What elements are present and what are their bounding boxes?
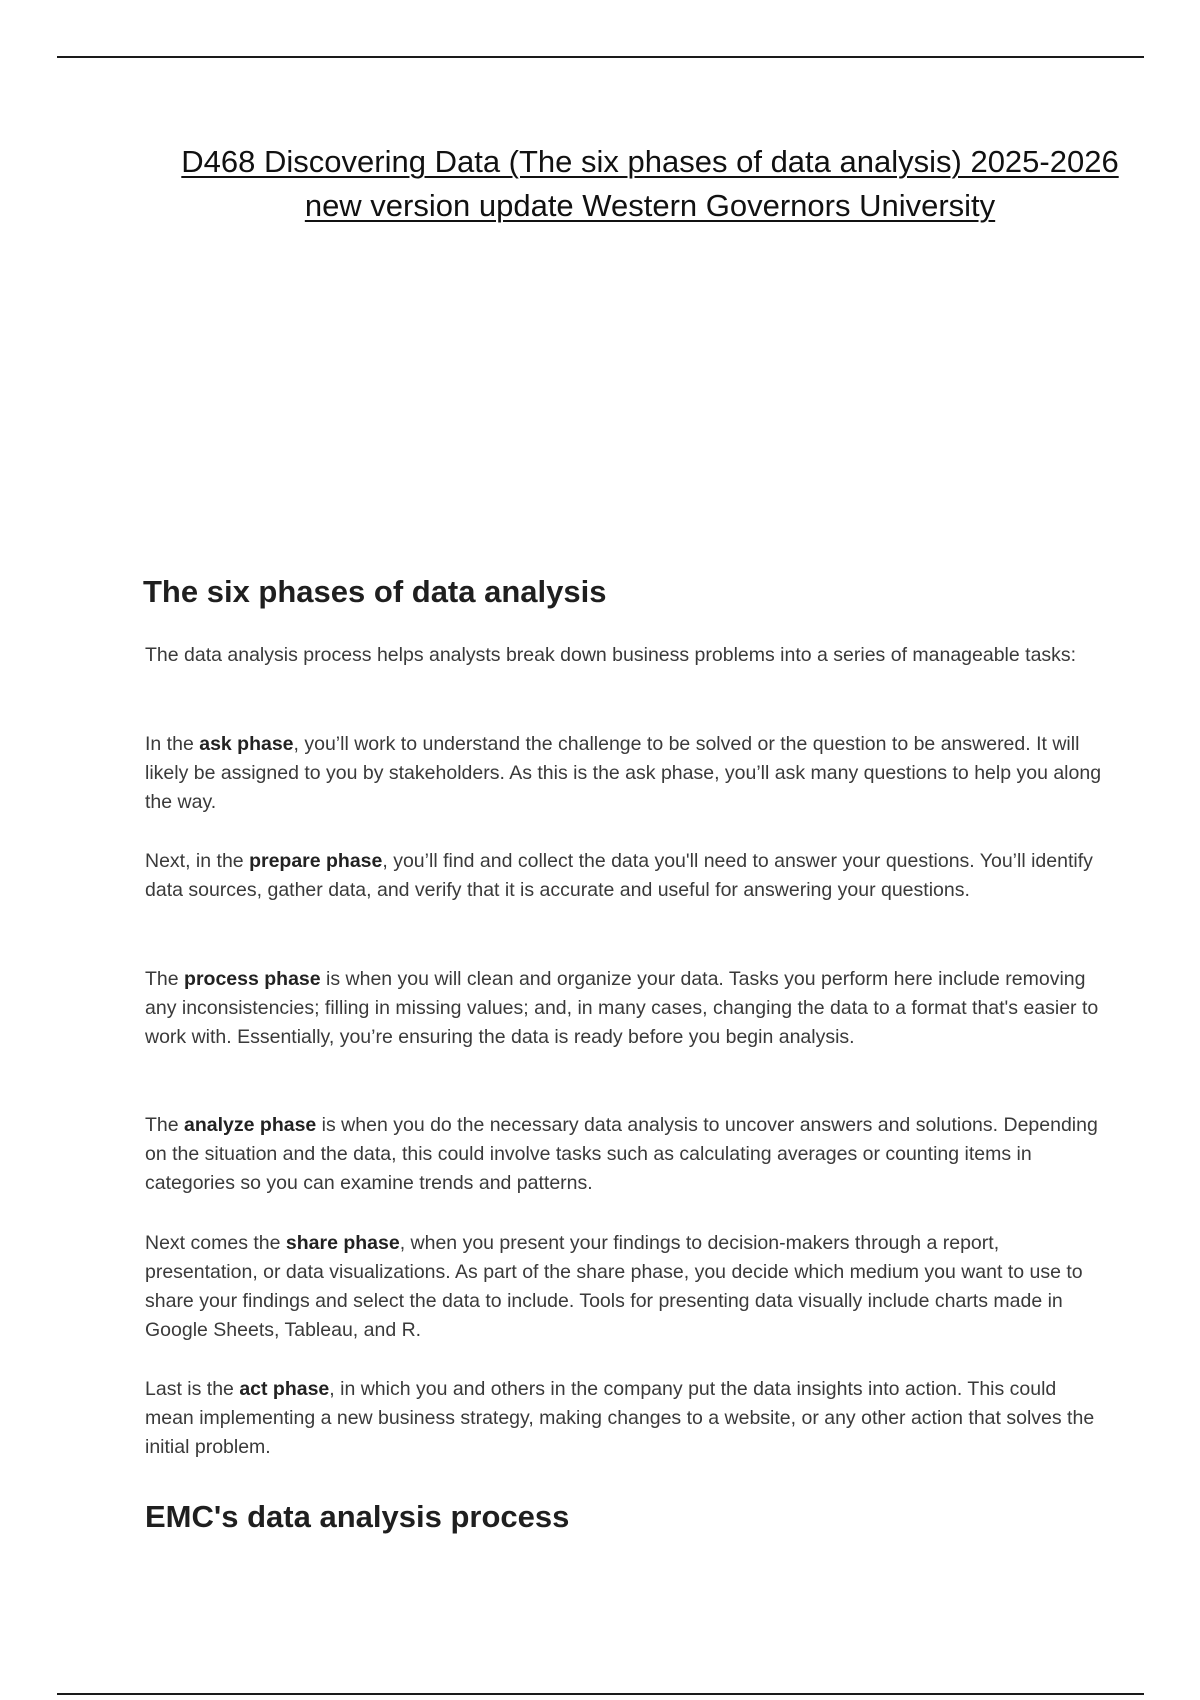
act-phase-term: act phase: [239, 1378, 330, 1400]
act-phase-text: , in which you and others in the company put the data insights into action. This could mean implementing a new business strategy, making changes to a website, or any other action that solves the initial problem.: [145, 1378, 1095, 1458]
document-title: D468 Discovering Data (The six phases of data analysis) 2025-2026 new version update Western Governors University: [181, 144, 1119, 223]
share-phase-lead: Next comes the: [145, 1232, 286, 1254]
prepare-phase-text: , you’ll find and collect the data you'll need to answer your questions. You’ll identify data sources, gather data, and verify that it is accurate and useful for answering your questions.: [145, 850, 1093, 901]
analyze-phase-paragraph: [145, 1111, 1105, 1198]
section-heading-six-phases: The six phases of data analysis: [143, 574, 607, 609]
ask-phase-lead: In the: [145, 733, 200, 755]
process-phase-paragraph: [145, 965, 1105, 1052]
ask-phase-paragraph: [145, 730, 1105, 817]
analyze-phase-lead: The: [145, 1114, 185, 1136]
ask-phase-text: , you’ll work to understand the challenge to be solved or the question to be answered. It will likely be assigned to you by stakeholders. As this is the ask phase, you’ll ask many questions to help you along the way.: [145, 733, 1102, 813]
share-phase-term: share phase: [285, 1232, 400, 1254]
process-phase-lead: The: [145, 968, 185, 990]
act-phase-lead: Last is the: [145, 1378, 240, 1400]
analyze-phase-text: is when you do the necessary data analysis to uncover answers and solutions. Depending on the situation and the data, this could involve tasks such as calculating averages or counting items in categories so you can examine trends and patterns.: [145, 1114, 1098, 1194]
intro-paragraph: The data analysis process helps analysts break down business problems into a series of manageable tasks:: [145, 644, 1077, 666]
ask-phase-term: ask phase: [199, 733, 294, 755]
top-rule: [57, 56, 1144, 58]
section-heading-emc-process: EMC's data analysis process: [145, 1499, 570, 1534]
analyze-phase-term: analyze phase: [184, 1114, 317, 1136]
process-phase-term: process phase: [184, 968, 321, 990]
process-phase-text: is when you will clean and organize your data. Tasks you perform here include removing any inconsistencies; filling in missing values; and, in many cases, changing the data to a format that's easier to work with. Essentially, you’re ensuring the data is ready before you begin analysis.: [145, 968, 1099, 1048]
prepare-phase-term: prepare phase: [249, 850, 383, 872]
prepare-phase-paragraph: [145, 847, 1105, 905]
act-phase-paragraph: [145, 1375, 1105, 1462]
share-phase-paragraph: [145, 1229, 1105, 1345]
prepare-phase-lead: Next, in the: [145, 850, 250, 872]
share-phase-text: , when you present your findings to decision-makers through a report, presentation, or data visualizations. As part of the share phase, you decide which medium you want to use to share your findings and select the data to include. Tools for presenting data visually include charts made in Google Sheets, Tableau, and R.: [145, 1232, 1083, 1341]
bottom-rule: [57, 1693, 1144, 1695]
